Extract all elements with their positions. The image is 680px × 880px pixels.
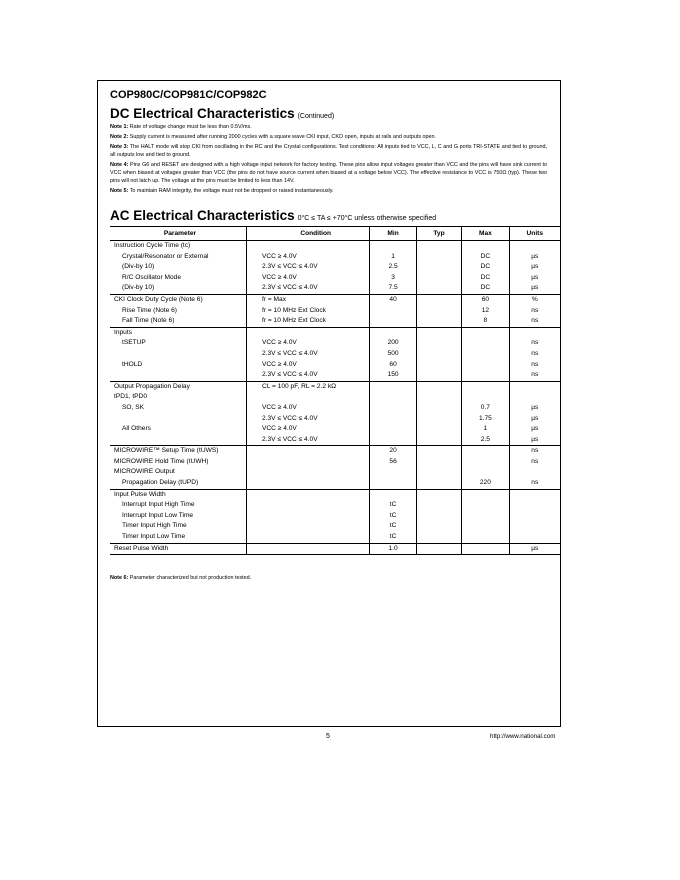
- units-cell: [509, 241, 560, 295]
- cell-line: 1: [483, 425, 488, 433]
- cell-line: [417, 500, 461, 511]
- cell-line: tPD1, tPD0: [114, 393, 147, 401]
- cell-line: [462, 370, 508, 381]
- col-header-condition: Condition: [247, 227, 370, 241]
- cell-line: µs: [531, 263, 539, 271]
- cell-line: [417, 283, 461, 294]
- ac-condition-label: 0°C ≤ TA ≤ +70°C unless otherwise specified: [297, 215, 437, 222]
- cell-line: VCC ≥ 4.0V: [262, 360, 297, 368]
- note-3: [110, 143, 547, 159]
- cell-line: tC: [389, 511, 397, 519]
- cell-line: Input Pulse Width: [114, 490, 166, 498]
- max-cell: [462, 489, 509, 543]
- parameter-cell: [110, 446, 247, 489]
- cell-line: [370, 467, 415, 478]
- cell-line: [417, 241, 461, 252]
- table-header-row: [110, 227, 560, 241]
- cell-line: [510, 392, 560, 403]
- cell-line: 150: [387, 371, 399, 379]
- cell-line: [510, 521, 560, 532]
- cell-line: ns: [531, 447, 539, 455]
- cell-line: [417, 446, 461, 457]
- cell-line: 500: [387, 349, 399, 357]
- cell-line: [370, 414, 415, 425]
- min-cell: [370, 241, 416, 295]
- note-label: Note 6:: [110, 575, 129, 581]
- condition-cell: [247, 543, 370, 555]
- cell-line: [370, 382, 415, 393]
- cell-line: 60: [389, 360, 397, 368]
- cell-line: [462, 360, 508, 371]
- cell-line: [262, 544, 369, 555]
- cell-line: [417, 478, 461, 489]
- cell-line: 220: [479, 479, 491, 487]
- cell-line: DC: [480, 284, 491, 292]
- cell-line: ns: [531, 339, 539, 347]
- cell-line: [462, 349, 508, 360]
- cell-line: VCC ≥ 4.0V: [262, 339, 297, 347]
- cell-line: %: [531, 295, 538, 303]
- ac-title-text: AC Electrical Characteristics: [110, 208, 295, 223]
- cell-line: 8: [483, 317, 488, 325]
- min-cell: [370, 381, 416, 446]
- table-row: [110, 241, 560, 295]
- cell-line: VCC ≥ 4.0V: [262, 403, 297, 411]
- typ-cell: [416, 241, 461, 295]
- col-header-parameter: Parameter: [110, 227, 247, 241]
- condition-cell: [247, 294, 370, 327]
- col-header-min: Min: [370, 227, 416, 241]
- condition-cell: [247, 446, 370, 489]
- cell-line: [417, 316, 461, 327]
- max-cell: [462, 294, 509, 327]
- footer-url: http://www.national.com: [490, 733, 556, 740]
- min-cell: [370, 327, 416, 381]
- cell-line: [262, 500, 369, 511]
- parameter-cell: [110, 543, 247, 555]
- col-header-max: Max: [462, 227, 509, 241]
- cell-line: µs: [531, 273, 539, 281]
- note-label: Note 3:: [110, 143, 129, 150]
- cell-line: 60: [481, 295, 490, 303]
- cell-line: [417, 382, 461, 393]
- cell-line: [370, 424, 415, 435]
- cell-line: µs: [531, 435, 539, 443]
- units-cell: [509, 381, 560, 446]
- cell-line: [462, 532, 508, 543]
- cell-line: [510, 241, 560, 252]
- cell-line: [417, 424, 461, 435]
- table-row: [110, 446, 560, 489]
- cell-line: [370, 328, 415, 339]
- cell-line: Reset Pulse Width: [114, 544, 169, 552]
- cell-line: µs: [531, 252, 539, 260]
- condition-cell: [247, 327, 370, 381]
- cell-line: µs: [531, 425, 539, 433]
- cell-line: CL = 100 pF, RL = 2.2 kΩ: [262, 382, 337, 390]
- note-text: Pins G6 and RESET are designed with a high voltage input network for factory testing. These pins allow input voltages greater than VCC and the pins will have sink current to VCC when biased at voltages greater than VCC (the pins do not have source current when biased at a voltage below VCC). The effective resistance to VCC is 750Ω (typ). These two pins will not latch up. The voltage at the pins must be limited to less than 14V.: [110, 161, 547, 184]
- cell-line: [417, 328, 461, 339]
- cell-line: [417, 403, 461, 414]
- min-cell: [370, 543, 416, 555]
- cell-line: tHOLD: [122, 360, 143, 368]
- cell-line: MICROWIRE™ Setup Time (tUWS): [114, 447, 219, 455]
- dc-title-text: DC Electrical Characteristics: [110, 106, 295, 121]
- cell-line: [417, 360, 461, 371]
- cell-line: 7.5: [388, 284, 398, 292]
- note-6: [110, 575, 251, 581]
- min-cell: [370, 446, 416, 489]
- cell-line: [462, 457, 508, 468]
- cell-line: 1: [391, 252, 395, 260]
- cell-line: Fall Time (Note 6): [122, 317, 175, 325]
- col-header-units: Units: [509, 227, 560, 241]
- cell-line: [370, 241, 415, 252]
- cell-line: [417, 295, 461, 306]
- cell-line: [262, 446, 369, 457]
- units-cell: [509, 294, 560, 327]
- cell-line: [262, 532, 369, 543]
- cell-line: [114, 435, 246, 446]
- cell-line: [462, 328, 508, 339]
- cell-line: [262, 328, 369, 339]
- cell-line: [370, 403, 415, 414]
- cell-line: MICROWIRE Hold Time (tUWH): [114, 457, 209, 465]
- cell-line: [417, 457, 461, 468]
- cell-line: Timer Input Low Time: [122, 533, 186, 541]
- units-cell: [509, 327, 560, 381]
- table-row: [110, 489, 560, 543]
- cell-line: tC: [389, 522, 397, 530]
- cell-line: [417, 252, 461, 263]
- min-cell: [370, 489, 416, 543]
- cell-line: (Div-by 10): [122, 263, 155, 271]
- dc-notes: [110, 123, 547, 197]
- cell-line: 2.3V ≤ VCC ≤ 4.0V: [262, 284, 318, 292]
- cell-line: 1.75: [478, 414, 492, 422]
- max-cell: [462, 241, 509, 295]
- table-row: [110, 327, 560, 381]
- table-row: [110, 381, 560, 446]
- cell-line: Instruction Cycle Time (tc): [114, 242, 191, 249]
- cell-line: fr = 10 MHz Ext Clock: [262, 306, 326, 314]
- typ-cell: [416, 446, 461, 489]
- cell-line: VCC ≥ 4.0V: [262, 425, 297, 433]
- cell-line: [262, 241, 369, 252]
- units-cell: [509, 446, 560, 489]
- cell-line: [262, 511, 369, 522]
- condition-cell: [247, 241, 370, 295]
- cell-line: ns: [531, 360, 539, 368]
- table-body: [110, 241, 560, 555]
- ac-section-title: [110, 208, 436, 223]
- cell-line: µs: [531, 403, 539, 411]
- cell-line: [417, 349, 461, 360]
- cell-line: DC: [480, 252, 491, 260]
- cell-line: [370, 490, 415, 501]
- cell-line: DC: [480, 273, 491, 281]
- cell-line: 0.7: [480, 403, 490, 411]
- cell-line: [510, 511, 560, 522]
- cell-line: 40: [389, 295, 397, 303]
- cell-line: tSETUP: [122, 339, 146, 347]
- table-row: [110, 543, 560, 555]
- cell-line: [417, 521, 461, 532]
- cell-line: [510, 500, 560, 511]
- cell-line: ns: [531, 371, 539, 379]
- cell-line: [462, 490, 508, 501]
- cell-line: MICROWIRE Output: [114, 468, 175, 476]
- cell-line: fr = Max: [262, 295, 286, 303]
- cell-line: [417, 273, 461, 284]
- typ-cell: [416, 543, 461, 555]
- cell-line: [510, 328, 560, 339]
- note-text: The HALT mode will stop CKI from oscillating in the RC and the Crystal configurations. Test conditions: All inputs tied to VCC, L, C and G ports TRI-STATE and tied to ground, all outputs low and tied to ground.: [110, 143, 547, 158]
- cell-line: [510, 467, 560, 478]
- cell-line: Timer Input High Time: [122, 522, 187, 530]
- note-label: Note 5:: [110, 187, 129, 194]
- cell-line: [510, 382, 560, 393]
- note-2: [110, 133, 547, 141]
- cell-line: 2.3V ≤ VCC ≤ 4.0V: [262, 435, 318, 443]
- cell-line: [417, 392, 461, 403]
- cell-line: [262, 490, 369, 501]
- note-text: Supply current is measured after running 2000 cycles with a square wave CKI input, CKO open, inputs at rails and outputs open.: [129, 133, 437, 140]
- cell-line: All Others: [122, 425, 151, 433]
- cell-line: SO, SK: [122, 403, 144, 411]
- cell-line: [462, 521, 508, 532]
- dc-section-title: [110, 106, 334, 121]
- cell-line: [262, 521, 369, 532]
- cell-line: [417, 370, 461, 381]
- cell-line: [417, 490, 461, 501]
- cell-line: [370, 316, 415, 327]
- cell-line: [462, 338, 508, 349]
- cell-line: 56: [389, 457, 397, 465]
- cell-line: [417, 544, 461, 555]
- cell-line: [462, 241, 508, 252]
- cell-line: ns: [531, 349, 539, 357]
- parameter-cell: [110, 327, 247, 381]
- cell-line: 200: [387, 339, 399, 347]
- note-1: [110, 123, 547, 131]
- cell-line: [262, 392, 369, 403]
- cell-line: tC: [389, 501, 397, 509]
- typ-cell: [416, 327, 461, 381]
- cell-line: [370, 392, 415, 403]
- typ-cell: [416, 381, 461, 446]
- cell-line: [462, 382, 508, 393]
- cell-line: Rise Time (Note 6): [122, 306, 177, 314]
- cell-line: 2.3V ≤ VCC ≤ 4.0V: [262, 414, 318, 422]
- cell-line: [417, 532, 461, 543]
- cell-line: [510, 490, 560, 501]
- cell-line: [462, 392, 508, 403]
- cell-line: 2.5: [388, 263, 398, 271]
- part-number-heading: COP980C/COP981C/COP982C: [110, 89, 267, 101]
- condition-cell: [247, 489, 370, 543]
- cell-line: [370, 478, 415, 489]
- cell-line: [262, 457, 369, 468]
- cell-line: [510, 532, 560, 543]
- cell-line: [370, 435, 415, 446]
- cell-line: 2.5: [480, 435, 490, 443]
- cell-line: Output Propagation Delay: [114, 382, 190, 390]
- cell-line: (Div-by 10): [122, 284, 155, 292]
- cell-line: [462, 446, 508, 457]
- note-text: Rate of voltage change must be less than 0.5V/ms.: [129, 124, 252, 130]
- cell-line: [417, 262, 461, 273]
- dc-continued-label: (Continued): [297, 113, 335, 120]
- cell-line: [114, 370, 246, 381]
- cell-line: 3: [391, 273, 395, 281]
- note-4: [110, 161, 547, 185]
- cell-line: ns: [531, 306, 539, 314]
- cell-line: [262, 467, 369, 478]
- cell-line: Interrupt Input Low Time: [122, 511, 194, 519]
- min-cell: [370, 294, 416, 327]
- condition-cell: [247, 381, 370, 446]
- max-cell: [462, 327, 509, 381]
- cell-line: 20: [389, 447, 397, 455]
- cell-line: [417, 338, 461, 349]
- typ-cell: [416, 489, 461, 543]
- note-5: [110, 187, 547, 195]
- table-row: [110, 294, 560, 327]
- cell-line: [462, 467, 508, 478]
- typ-cell: [416, 294, 461, 327]
- page-number: 5: [326, 733, 330, 740]
- note-label: Note 4:: [110, 161, 129, 168]
- parameter-cell: [110, 381, 247, 446]
- parameter-cell: [110, 294, 247, 327]
- cell-line: CKI Clock Duty Cycle (Note 6): [114, 295, 203, 303]
- cell-line: [417, 435, 461, 446]
- cell-line: [462, 511, 508, 522]
- cell-line: tC: [389, 533, 397, 541]
- units-cell: [509, 543, 560, 555]
- max-cell: [462, 543, 509, 555]
- col-header-typ: Typ: [416, 227, 461, 241]
- note-text: Parameter characterized but not production tested.: [129, 575, 252, 581]
- cell-line: 1.0: [388, 544, 398, 552]
- cell-line: [262, 478, 369, 489]
- cell-line: [114, 414, 246, 425]
- max-cell: [462, 446, 509, 489]
- cell-line: µs: [531, 414, 539, 422]
- cell-line: [462, 544, 508, 555]
- parameter-cell: [110, 489, 247, 543]
- cell-line: [462, 500, 508, 511]
- ac-characteristics-table: [110, 226, 560, 555]
- cell-line: [417, 306, 461, 317]
- cell-line: Crystal/Resonator or External: [122, 252, 209, 260]
- cell-line: 2.3V ≤ VCC ≤ 4.0V: [262, 263, 318, 271]
- cell-line: VCC ≥ 4.0V: [262, 273, 297, 281]
- parameter-cell: [110, 241, 247, 295]
- cell-line: µs: [531, 544, 539, 552]
- cell-line: Interrupt Input High Time: [122, 501, 195, 509]
- cell-line: R/C Oscillator Mode: [122, 273, 181, 281]
- note-text: To maintain RAM integrity, the voltage must not be dropped or raised instantaneously.: [129, 187, 334, 194]
- cell-line: [370, 306, 415, 317]
- cell-line: [417, 467, 461, 478]
- cell-line: [114, 349, 246, 360]
- cell-line: µs: [531, 284, 539, 292]
- cell-line: 2.3V ≤ VCC ≤ 4.0V: [262, 349, 318, 357]
- cell-line: Inputs: [114, 328, 132, 336]
- cell-line: ns: [531, 317, 539, 325]
- cell-line: [417, 511, 461, 522]
- cell-line: fr = 10 MHz Ext Clock: [262, 317, 326, 325]
- cell-line: 12: [481, 306, 490, 314]
- units-cell: [509, 489, 560, 543]
- cell-line: ns: [531, 479, 539, 487]
- note-label: Note 2:: [110, 133, 129, 140]
- cell-line: [417, 414, 461, 425]
- cell-line: Propagation Delay (tUPD): [122, 479, 199, 487]
- max-cell: [462, 381, 509, 446]
- note-label: Note 1:: [110, 124, 129, 130]
- cell-line: 2.3V ≤ VCC ≤ 4.0V: [262, 371, 318, 379]
- cell-line: VCC ≥ 4.0V: [262, 252, 297, 260]
- cell-line: ns: [531, 457, 539, 465]
- cell-line: DC: [480, 263, 491, 271]
